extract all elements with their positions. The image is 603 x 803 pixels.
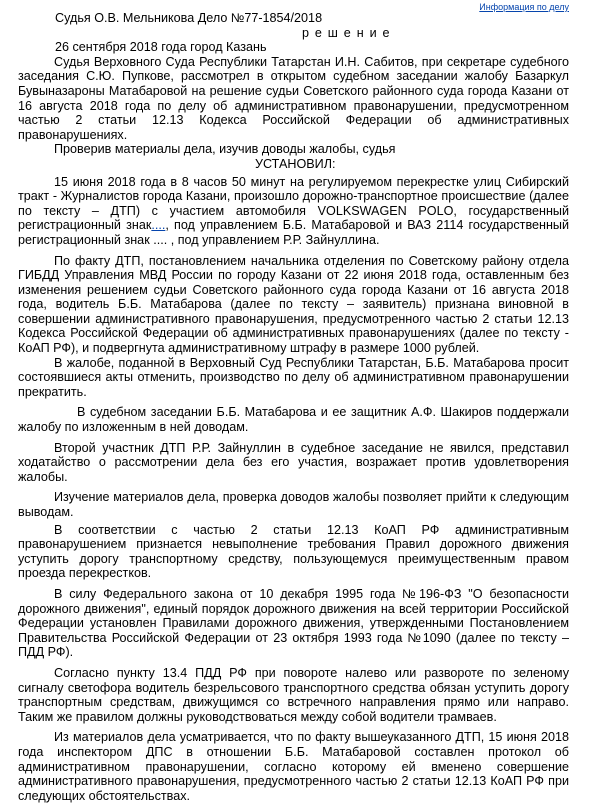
incident-text-b: , под управлением Б.Б. Матабаровой и ВАЗ 2114 государственный регистрационный знак .... , под управлением Р.Р. Зайнуллина. [18,218,569,247]
law-article-paragraph: В соответствии с частью 2 статьи 12.13 КоАП РФ административным правонарушением признается невыполнение требования Правил дорожного движения уступить дорогу транспортному средству, пользующемуся преимущественным правом проезда перекрестков. [18,522,569,581]
date-place-line: 26 сентября 2018 года город Казань [55,40,267,55]
ruling-paragraph: По факту ДТП, постановлением начальника отделения по Советскому району отдела ГИБДД Управления МВД России по городу Казани от 22 июня 2018 года, оставленным без изменения решением судьи Советского районного суда города Казани от 16 августа 2018 года, водитель Б.Б. Матабарова (далее по тексту – заявитель) признана виновной в совершении административного правонарушения, предусмотренного частью 2 статьи 12.13 Кодекса Российской Федерации об административных правонарушениях (далее по тексту - КоАП РФ), и подвергнута административному штрафу в размере 1000 рублей. [18,253,569,356]
plate-hidden-link[interactable]: .... [151,218,166,233]
court-decision-document [18,11,569,803]
incident-text-a: 15 июня 2018 года в 8 часов 50 минут на регулируемом перекрестке улиц Сибирский тракт - Журналистов города Казани, произошло дорожно-транспортное происшествие (далее по тексту – ДТП) с участием автомобиля VOLKSWAGEN POLO, государственный регистрационный знак [18,174,569,233]
judge-case-line: Судья О.В. Мельникова Дело №77-1854/2018 [55,11,323,25]
hearing-paragraph: В судебном заседании Б.Б. Матабарова и ее защитник А.Ф. Шакиров поддержали жалобу по изложенным в ней доводам. [18,405,569,435]
decision-title: р е ш е н и е [302,25,391,40]
review-paragraph: Проверив материалы дела, изучив доводы жалобы, судья [54,142,396,157]
traffic-rule-paragraph: Согласно пункту 13.4 ПДД РФ при повороте налево или развороте по зеленому сигналу светофора водитель безрельсового транспортного средства обязан уступить дорогу транспортным средствам, движущимся со встречного направления прямо или направо. Таким же правилом должны руководствоваться между собой водители трамваев. [18,665,569,724]
incident-paragraph [18,175,569,248]
complaint-paragraph: В жалобе, поданной в Верховный Суд Республики Татарстан, Б.Б. Матабарова просит состоявшиеся акты отменить, производство по делу об административном правонарушении прекратить. [18,355,569,399]
federal-law-paragraph: В силу Федерального закона от 10 декабря 1995 года №196-ФЗ "О безопасности дорожного движения", единый порядок дорожного движения на всей территории Российской Федерации установлен Правилами дорожного движения, утвержденными Постановлением Правительства Российской Федерации от 23 октября 1993 года №1090 (далее по тексту – ПДД РФ). [18,586,569,660]
intro-paragraph: Судья Верховного Суда Республики Татарстан И.Н. Сабитов, при секретаре судебного заседания С.Ю. Пупкове, рассмотрел в открытом судебном заседании жалобу Базаркул Бувыназароны Матабаровой на решение судьи Советского районного суда города Казани от 16 августа 2018 года по делу об административном правонарушении, предусмотренном частью 2 статьи 12.13 Кодекса Российской Федерации об административных правонарушениях. [18,54,569,142]
case-info-link[interactable]: Информация по делу [479,2,569,12]
established-heading: УСТАНОВИЛ: [255,156,336,171]
case-materials-paragraph: Из материалов дела усматривается, что по факту вышеуказанного ДТП, 15 июня 2018 года инспектором ДПС в отношении Б.Б. Матабаровой составлен протокол об административном правонарушении, согласно которому ей вменено совершение административного правонарушения, предусмотренного частью 2 статьи 12.13 КоАП РФ при следующих обстоятельствах. [18,730,569,803]
second-party-paragraph: Второй участник ДТП Р.Р. Зайнуллин в судебное заседание не явился, представил ходатайство о рассмотрении дела без его участия, возражает против удовлетворения жалобы. [18,440,569,484]
conclusion-intro-paragraph: Изучение материалов дела, проверка доводов жалобы позволяет прийти к следующим выводам. [18,490,569,519]
